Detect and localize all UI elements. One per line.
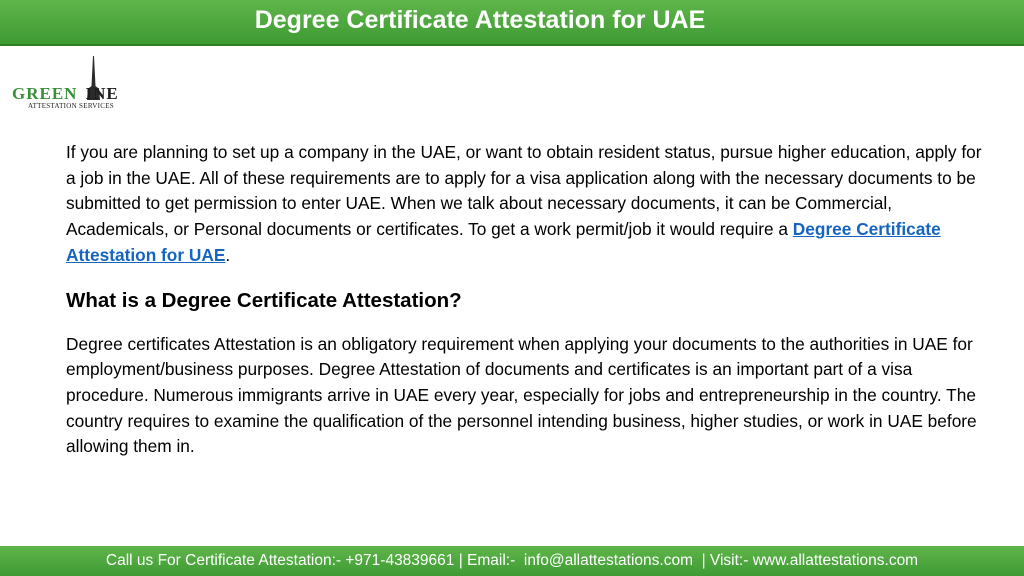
section-heading: What is a Degree Certificate Attestation? (66, 288, 462, 312)
page-title: Degree Certificate Attestation for UAE (254, 6, 706, 34)
greenline-logo (10, 56, 122, 112)
body-paragraph: Degree certificates Attestation is an obligatory requirement when applying your documents to the authorities in UAE for employment/business purposes. Degree Attestation of documents and certificates is an important part of a visa procedure. Numerous immigrants arrive in UAE every year, especially for jobs and entrepreneurship in the country. The country requires to examine the qualification of the personnel intending business, higher studies, or work in UAE before allowing them in. (66, 333, 977, 457)
footer-contact-text: Call us For Certificate Attestation:- +971-43839661 | Email:- info@allattestations.com | Visit:- www.allattestations.com (105, 552, 919, 569)
article-content (66, 140, 984, 460)
contact-footer (0, 546, 1024, 576)
logo-wordmark: GREEN INE (12, 84, 119, 103)
logo-tagline: ATTESTATION SERVICES (28, 102, 114, 110)
title-bar (0, 0, 1024, 46)
degree-attestation-link[interactable]: Degree Certificate Attestation for UAE (66, 219, 941, 265)
intro-paragraph: If you are planning to set up a company in the UAE, or want to obtain resident status, pursue higher education, apply for a job in the UAE. All of these requirements are to apply for a visa application along with the necessary documents to be submitted to get permission to enter UAE. When we talk about necessary documents, it can be Commercial, Academicals, or Personal documents or certificates. To get a work permit/job it would require a Degree Certificate Attestation for UAE. (66, 142, 982, 265)
